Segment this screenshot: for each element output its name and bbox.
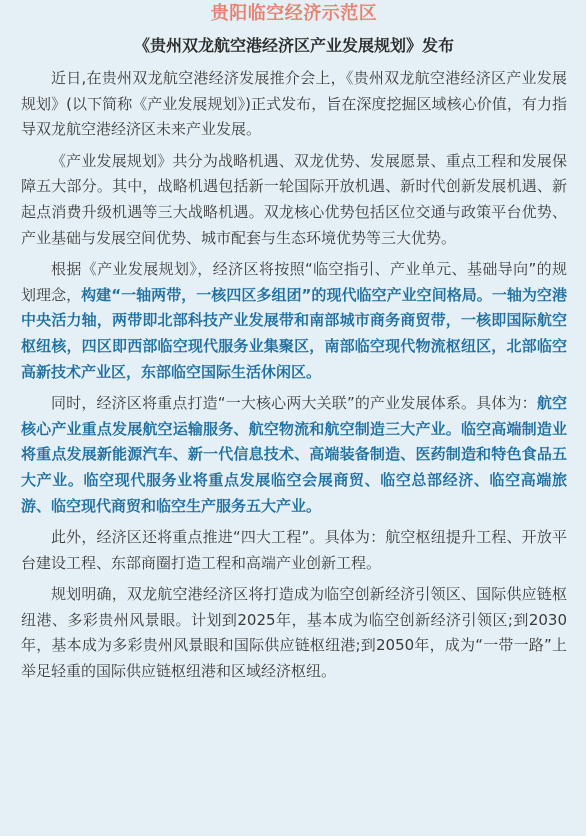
article-paragraph [21,582,567,684]
article-body [21,66,567,685]
highlighted-text: 航空核心产业重点发展航空运输服务、航空物流和航空制造三大产业。临空高端制造业将重点发展新能源汽车、新一代信息技术、高端装备制造、医药制造和特色食品五大产业。临空现代服务业将重点发展临空会展商贸、临空总部经济、临空高端旅游、临空现代商贸和临空生产服务五大产业。 [21,394,567,515]
paragraph-text: 同时，经济区将重点打造“一大核心两大关联”的产业发展体系。具体为： [51,394,537,413]
article-paragraph [21,149,567,251]
article-title: 《贵州双龙航空港经济区产业发展规划》发布 [133,36,454,55]
highlighted-text: 构建“一轴两带，一核四区多组团”的现代临空产业空间格局。一轴为空港中央活力轴，两带即北部科技产业发展带和南部城市商务商贸带，一核即国际航空枢纽核，四区即西部临空现代服务业集聚区，南部临空现代物流枢纽区，北部临空高新技术产业区，东部临空国际生活休闲区。 [21,285,567,381]
paragraph-text: 近日,在贵州双龙航空港经济发展推介会上，《贵州双龙航空港经济区产业发展规划》(以下简称《产业发展规划》)正式发布，旨在深度挖掘区域核心价值，有力指导双龙航空港经济区未来产业发展。 [21,69,567,139]
article-paragraph [21,525,567,576]
article-paragraph [21,391,567,519]
paragraph-text: 规划明确，双龙航空港经济区将打造成为临空创新经济引领区、国际供应链枢纽港、多彩贵州风景眼。计划到2025年，基本成为临空创新经济引领区;到2030年，基本成为多彩贵州风景眼和国际供应链枢纽港;到2050年，成为“一带一路”上举足轻重的国际供应链枢纽港和区域经济枢纽。 [21,585,567,681]
article-paragraph [21,66,567,143]
brand-header: 贵阳临空经济示范区 [210,3,378,24]
article-paragraph [21,257,567,385]
paragraph-text: 《产业发展规划》共分为战略机遇、双龙优势、发展愿景、重点工程和发展保障五大部分。其中，战略机遇包括新一轮国际开放机遇、新时代创新发展机遇、新起点消费升级机遇等三大战略机遇。双龙核心优势包括区位交通与政策平台优势、产业基础与发展空间优势、城市配套与生态环境优势等三大优势。 [21,151,567,247]
paragraph-text: 根据《产业发展规划》，经济区将按照“临空指引、产业单元、基础导向”的规划理念， [21,260,567,304]
paragraph-text: 此外，经济区还将重点推进“四大工程”。具体为：航空枢纽提升工程、开放平台建设工程、东部商圈打造工程和高端产业创新工程。 [21,528,567,572]
